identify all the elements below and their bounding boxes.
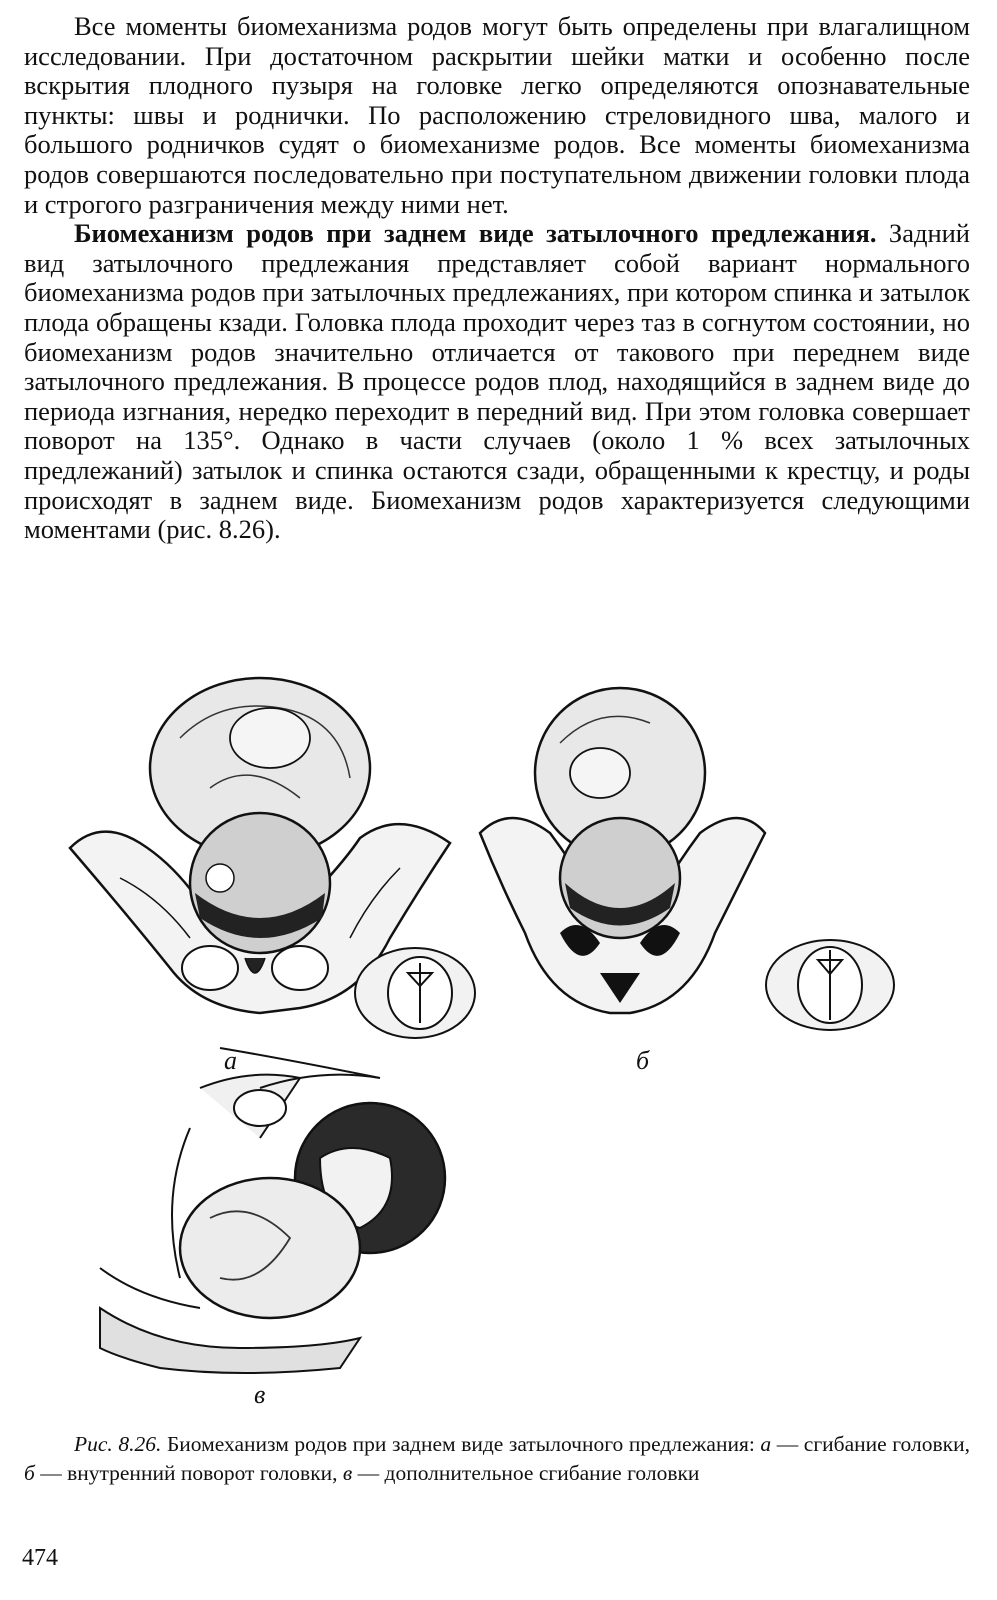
- figure-label-v: в: [254, 1380, 266, 1409]
- paragraph-1: Все моменты биомеханизма родов могут быть определены при влагалищном исследовании. При достаточном раскрытии шейки матки и особенно после вскрытия плодного пузыря на головке легко определяются опознавательные пункты: швы и роднички. По расположению стреловидного шва, малого и большого родничков судят о биомеханизме родов. Все моменты биомеханизма родов совершаются последовательно при поступательном движении головки плода и строгого разграничения между ними нет.: [24, 11, 970, 219]
- caption-figure-ref: Рис. 8.26.: [74, 1432, 162, 1456]
- inset-b-pelvic-view: [760, 930, 900, 1040]
- figure-label-b: б: [636, 1046, 650, 1075]
- page-number: 474: [22, 1545, 58, 1571]
- inset-a-pelvic-view: [350, 938, 480, 1048]
- section-heading: Биомеханизм родов при заднем виде затылочного предлежания.: [74, 218, 877, 249]
- caption-letter-a: а: [760, 1432, 772, 1456]
- caption-letter-b: б: [24, 1461, 35, 1485]
- paragraph-2: [24, 219, 970, 545]
- figure-label-a: а: [224, 1046, 237, 1075]
- body-text: [24, 12, 970, 545]
- figure-caption: [24, 1430, 970, 1488]
- caption-text-v: — дополнительное сгибание головки: [352, 1461, 700, 1485]
- paragraph-2-body: Задний вид затылочного предлежания представляет собой вариант нормального биомеханизма родов при затылочных предлежаниях, при котором спинка и затылок плода обращены кзади. Головка плода проходит через таз в согнутом состоянии, но биомеханизм родов значительно отличается от такового при переднем виде затылочного предлежания. В процессе родов плод, находящийся в заднем виде до периода изгнания, нередко переходит в передний вид. При этом головка совершает поворот на 135°. Однако в части случаев (около 1 % всех затылочных предлежаний) затылок и спинка остаются сзади, обращенными к крестцу, и роды происходят в заднем виде. Биомеханизм родов характеризуется следующими моментами (рис. 8.26).: [24, 218, 970, 545]
- caption-letter-v: в: [342, 1461, 353, 1485]
- caption-text-b: — внутренний поворот головки,: [34, 1461, 343, 1485]
- illustration-v-additional-flexion: [100, 1048, 480, 1378]
- figure-8-26: [0, 668, 997, 1408]
- caption-title: Биомеханизм родов при заднем виде затылочного предлежания:: [161, 1432, 761, 1456]
- caption-text-a: — сгибание головки,: [771, 1432, 970, 1456]
- illustration-b-internal-rotation: [470, 683, 770, 1043]
